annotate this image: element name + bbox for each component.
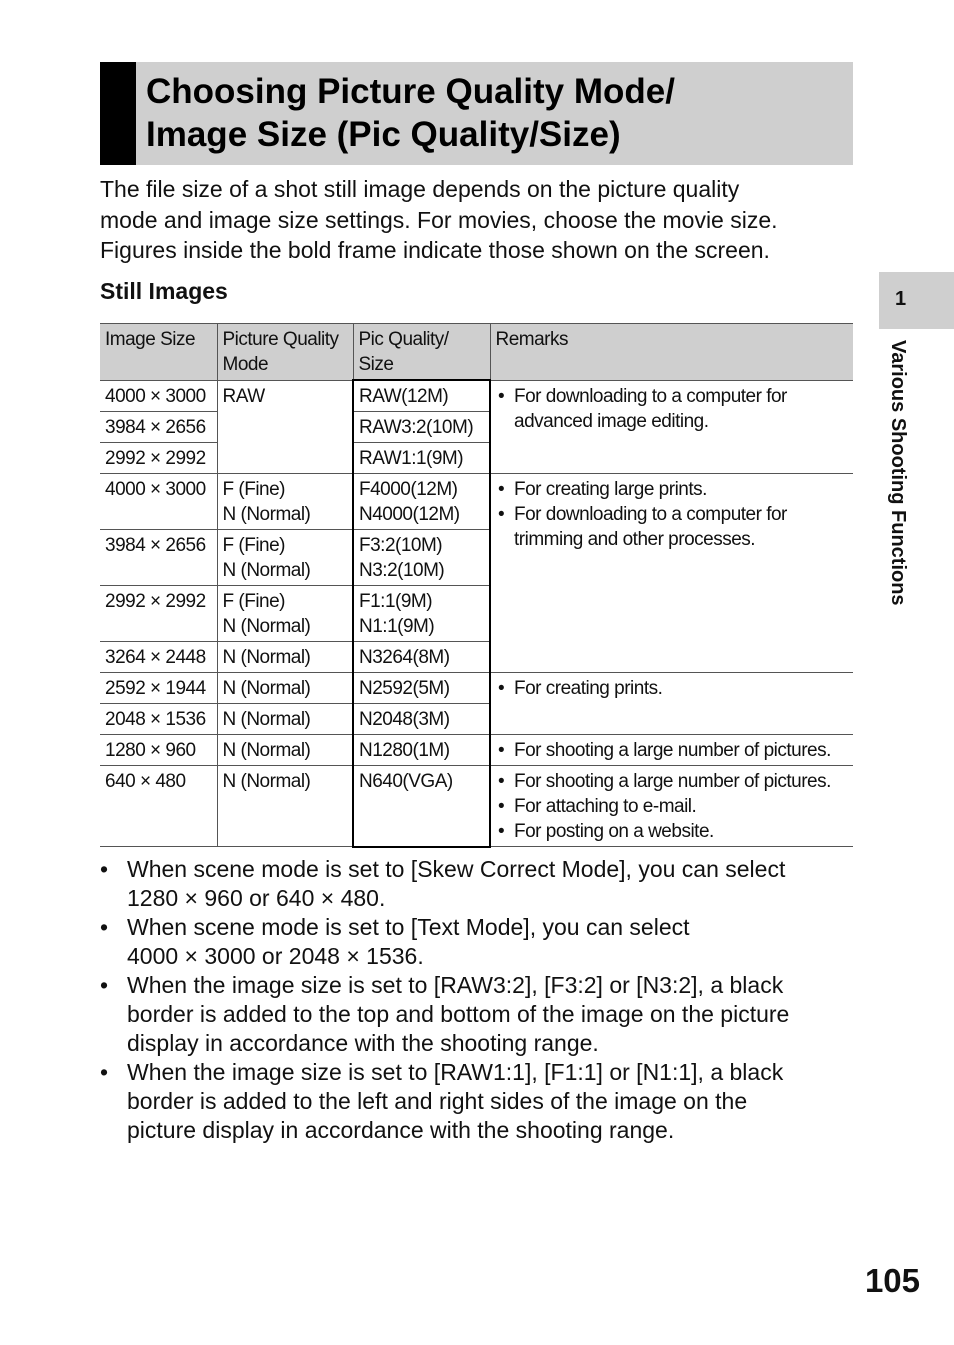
note-item (100, 855, 860, 913)
cell-quality-mode: N (Normal) (217, 673, 353, 704)
note-line: When scene mode is set to [Text Mode], you can select (127, 914, 690, 940)
header-label: Picture Quality (222, 329, 339, 350)
remark-item (496, 477, 848, 502)
header-label: Image Size (105, 329, 196, 350)
title-accent-bar (100, 62, 136, 165)
intro-paragraph (100, 174, 860, 266)
notes-list (100, 855, 860, 1145)
page-title-line: Image Size (Pic Quality/Size) (146, 115, 621, 154)
cell-remarks (490, 380, 853, 474)
remark-item (496, 502, 848, 552)
pq-line: N1:1(9M) (359, 616, 435, 637)
chapter-tab (879, 272, 954, 329)
remark-item (496, 676, 848, 701)
chapter-label: Various Shooting Functions (887, 340, 909, 606)
cell-quality-mode (217, 586, 353, 642)
header-picture-quality-mode (217, 324, 353, 381)
mode-line: F (Fine) (222, 591, 285, 612)
header-image-size (100, 324, 217, 381)
remark-line: advanced image editing. (514, 410, 709, 432)
remark-line: • For posting on a website. (514, 821, 714, 842)
cell-pic-quality: N2592(5M) (353, 673, 490, 704)
bullet: • (100, 914, 109, 940)
cell-image-size: 2992 × 2992 (100, 586, 217, 642)
remark-line: • For shooting a large number of pictures. (514, 771, 831, 792)
table-row (100, 380, 853, 412)
header-pic-quality-size (353, 324, 490, 381)
cell-quality-mode: N (Normal) (217, 704, 353, 735)
cell-image-size: 640 × 480 (100, 766, 217, 847)
page-title-line: Choosing Picture Quality Mode/ (146, 72, 675, 111)
note-line: When scene mode is set to [Skew Correct Mode], you can select (127, 856, 786, 882)
remark-line: • For shooting a large number of pictures. (514, 740, 831, 761)
cell-pic-quality (353, 586, 490, 642)
remark-item (496, 769, 848, 794)
bullet: • (100, 972, 109, 998)
cell-remarks (490, 673, 853, 735)
table-row (100, 673, 853, 704)
cell-remarks (490, 766, 853, 847)
table-header-row (100, 324, 853, 381)
remark-item (496, 738, 848, 763)
bullet: • (100, 856, 109, 882)
cell-quality-mode: RAW (217, 380, 353, 474)
cell-pic-quality: N1280(1M) (353, 735, 490, 766)
chapter-title-box (100, 62, 853, 165)
note-line: display in accordance with the shooting range. (127, 1030, 599, 1056)
remark-line: • For creating prints. (514, 678, 663, 699)
remark-line: • For creating large prints. (514, 479, 707, 500)
pq-line: F4000(12M) (359, 479, 458, 500)
note-item (100, 1058, 860, 1145)
note-line: border is added to the top and bottom of the image on the picture (127, 1001, 790, 1027)
bullet: • (100, 1059, 109, 1085)
cell-image-size: 2592 × 1944 (100, 673, 217, 704)
note-line: 1280 × 960 or 640 × 480. (127, 885, 386, 911)
remark-item (496, 819, 848, 844)
intro-line: The file size of a shot still image depends on the picture quality (100, 176, 740, 202)
header-label: Size (358, 354, 394, 375)
chapter-number: 1 (895, 288, 907, 310)
mode-line: N (Normal) (222, 560, 311, 581)
note-item (100, 971, 860, 1058)
remark-item (496, 384, 848, 434)
section-heading: Still Images (100, 278, 228, 304)
note-item (100, 913, 860, 971)
note-line: 4000 × 3000 or 2048 × 1536. (127, 943, 424, 969)
cell-pic-quality: RAW(12M) (353, 380, 490, 412)
cell-quality-mode (217, 474, 353, 530)
still-images-table (100, 323, 853, 848)
pq-line: F1:1(9M) (359, 591, 433, 612)
page-title (146, 70, 846, 156)
note-line: When the image size is set to [RAW3:2], [F3:2] or [N3:2], a black (127, 972, 784, 998)
cell-quality-mode: N (Normal) (217, 766, 353, 847)
cell-pic-quality: N3264(8M) (353, 642, 490, 673)
still-images-table-wrapper (100, 323, 853, 848)
pq-line: N4000(12M) (359, 504, 460, 525)
mode-line: N (Normal) (222, 616, 311, 637)
cell-image-size: 2992 × 2992 (100, 443, 217, 474)
pq-line: N3:2(10M) (359, 560, 445, 581)
header-label: Pic Quality/ (358, 329, 449, 350)
note-line: picture display in accordance with the shooting range. (127, 1117, 675, 1143)
cell-pic-quality: RAW3:2(10M) (353, 412, 490, 443)
cell-quality-mode: N (Normal) (217, 735, 353, 766)
remark-line: • For downloading to a computer for (514, 385, 787, 407)
cell-remarks (490, 735, 853, 766)
cell-image-size: 2048 × 1536 (100, 704, 217, 735)
page-number: 105 (864, 1262, 920, 1299)
cell-pic-quality: RAW1:1(9M) (353, 443, 490, 474)
header-label: Mode (222, 354, 269, 375)
cell-remarks (490, 474, 853, 673)
header-label: Remarks (495, 329, 569, 350)
mode-line: F (Fine) (222, 479, 285, 500)
intro-line: Figures inside the bold frame indicate those shown on the screen. (100, 237, 770, 263)
cell-image-size: 1280 × 960 (100, 735, 217, 766)
pq-line: F3:2(10M) (359, 535, 443, 556)
cell-image-size: 4000 × 3000 (100, 380, 217, 412)
table-row (100, 474, 853, 530)
note-line: When the image size is set to [RAW1:1], [F1:1] or [N1:1], a black (127, 1059, 784, 1085)
mode-line: N (Normal) (222, 504, 311, 525)
cell-image-size: 4000 × 3000 (100, 474, 217, 530)
remark-line: trimming and other processes. (514, 529, 756, 550)
mode-line: F (Fine) (222, 535, 285, 556)
cell-pic-quality: N640(VGA) (353, 766, 490, 847)
cell-image-size: 3264 × 2448 (100, 642, 217, 673)
note-line: border is added to the left and right sides of the image on the (127, 1088, 748, 1114)
remark-item (496, 794, 848, 819)
remark-line: • For attaching to e-mail. (514, 796, 697, 817)
header-remarks (490, 324, 853, 381)
remark-line: • For downloading to a computer for (514, 504, 787, 525)
intro-line: mode and image size settings. For movies, choose the movie size. (100, 206, 778, 233)
table-row (100, 766, 853, 847)
cell-pic-quality: N2048(3M) (353, 704, 490, 735)
cell-quality-mode (217, 530, 353, 586)
cell-quality-mode: N (Normal) (217, 642, 353, 673)
cell-pic-quality (353, 474, 490, 530)
table-row (100, 735, 853, 766)
cell-image-size: 3984 × 2656 (100, 412, 217, 443)
cell-pic-quality (353, 530, 490, 586)
cell-image-size: 3984 × 2656 (100, 530, 217, 586)
